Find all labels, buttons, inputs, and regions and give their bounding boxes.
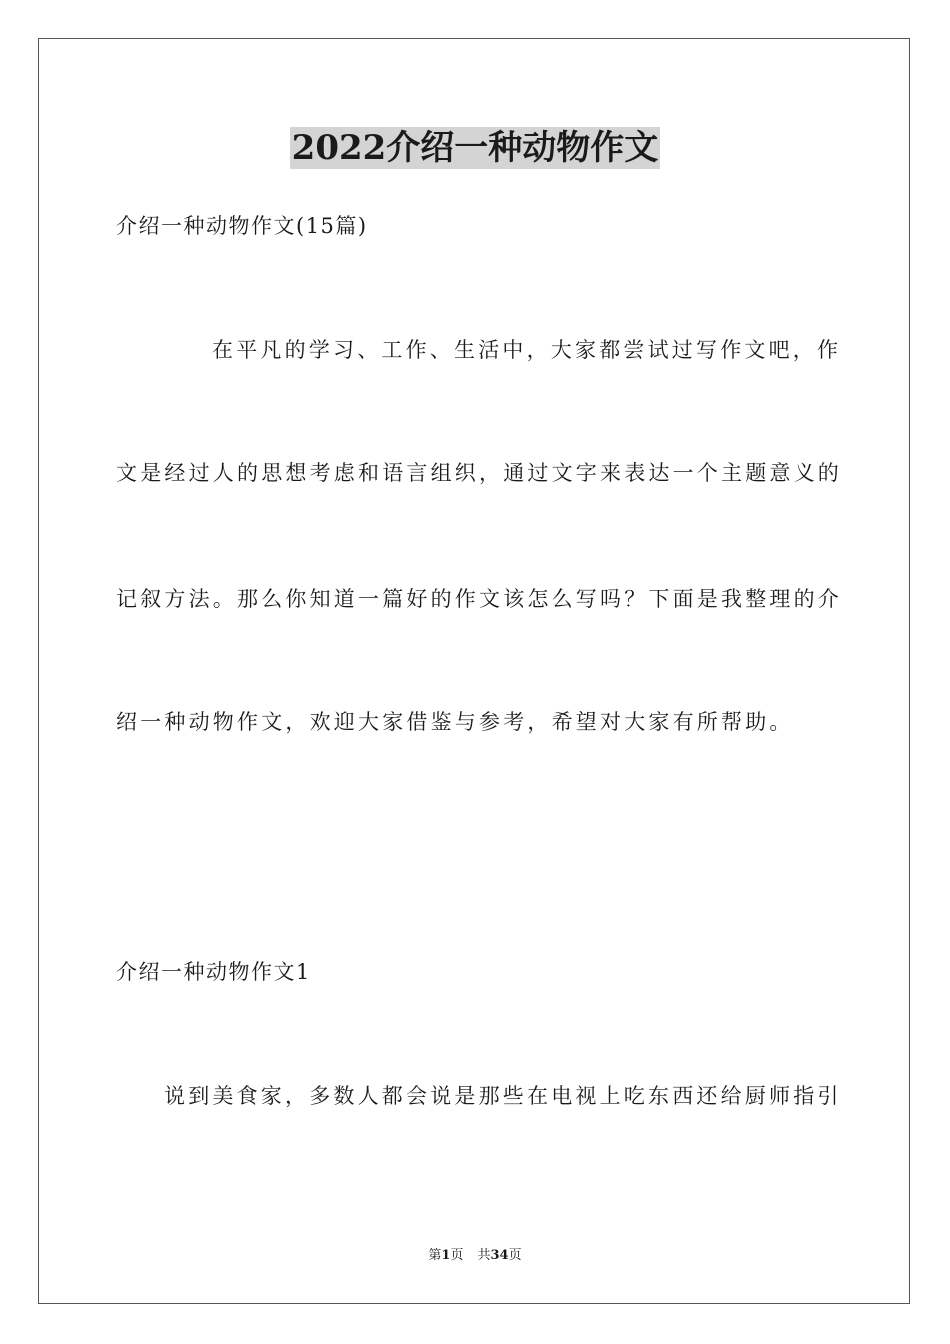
intro-line-1-text: 在平凡的学习、工作、生活中，大家都尝试过写作文吧，作 — [212, 338, 842, 362]
page-footer — [0, 1247, 950, 1265]
footer-page-number: 1 — [441, 1248, 451, 1263]
title-container — [0, 127, 950, 169]
intro-line-1 — [116, 335, 842, 365]
section-heading: 介绍一种动物作文1 — [116, 960, 311, 984]
section-first-line-text: 说到美食家，多数人都会说是那些在电视上吃东西还给厨师指引 — [164, 1084, 842, 1108]
footer-total-suffix: 页 — [508, 1248, 522, 1263]
document-subtitle: 介绍一种动物作文(15篇) — [116, 214, 368, 238]
footer-page-prefix: 第 — [428, 1248, 442, 1263]
footer-page-suffix: 页 — [450, 1248, 464, 1263]
document-title: 2022介绍一种动物作文 — [291, 128, 659, 168]
footer-total-prefix: 共 — [477, 1248, 491, 1263]
section-first-line — [116, 1081, 842, 1111]
footer-total-pages: 34 — [490, 1248, 509, 1263]
intro-line-3: 记叙方法。那么你知道一篇好的作文该怎么写吗？下面是我整理的介 — [116, 587, 842, 611]
intro-line-2: 文是经过人的思想考虑和语言组织，通过文字来表达一个主题意义的 — [116, 461, 842, 485]
intro-line-4: 绍一种动物作文，欢迎大家借鉴与参考，希望对大家有所帮助。 — [116, 710, 794, 734]
